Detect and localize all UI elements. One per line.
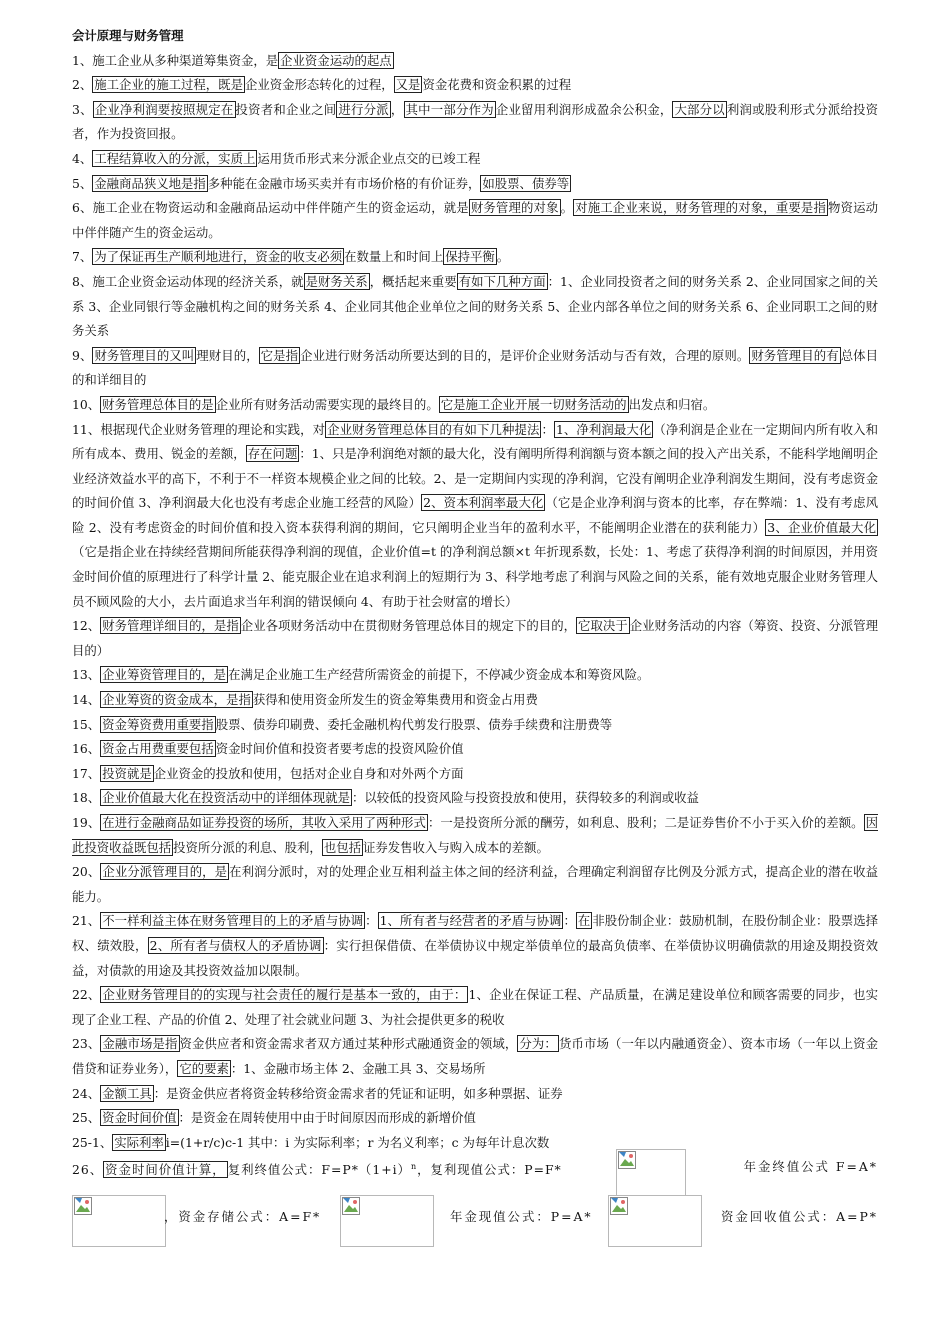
p26-compound-pv: ，复利现值公式：P=F* (417, 1162, 562, 1178)
formula-image-2 (72, 1195, 166, 1247)
text-run: 企业留用利润形成盈余公积金， (495, 101, 673, 117)
boxed-term: 企业筹资的资金成本，是指 (102, 692, 251, 708)
boxed-term: 1、净利润最大化 (555, 421, 652, 437)
text-run: （它是指企业在持续经营期间所能获得净利润的现值，企业价值=t 的净利润总额×t 年折现系数，长处：1、考虑了获得净利润的时间原因，并用资金时间价值的原理进行了科学计量 2、能克服企业在追求利润上的短期行为 3、科学地考虑了利润与风险之间的关系，能有效地克服企业财务管理人员不顾风险的大小，去片面追求当年利润的错误倾向 4、有助于社会财富的增长） (72, 544, 878, 609)
boxed-term: 财务管理总体目的是 (102, 396, 214, 412)
text-run: 19、 (72, 815, 101, 830)
document-page (72, 24, 878, 1247)
paragraph (72, 663, 878, 688)
boxed-term: 资金筹资费用重要指 (102, 716, 214, 732)
boxed-term: 3、企业价值最大化 (767, 519, 877, 535)
text-run: （它是企业净利润与资本的比率，存在弊端：1、没有考虑风险 2、没有考虑资金的时间价值和投入资本获得利润的期间，它只阐明企业当年的盈利水平，不能阐明企业潜在的获利能力） (72, 495, 878, 535)
boxed-term: 大部分以 (674, 101, 725, 117)
text-run: 1、企业在保证工程、产品质量，在满足建设单位和顾客需要的同步，也实现了企业工程、产品的价值 2、处理了社会就业问题 3、为社会提供更多的税收 (72, 987, 878, 1027)
formula-image-4 (608, 1195, 702, 1247)
formula-image-3 (340, 1195, 434, 1247)
text-run: （净利润是企业在一定期间内所有收入和所有成本、费用、锐金的差额， (72, 421, 879, 462)
text-run: i=(1+r/c)c-1 其中：i 为实际利率；r 为名义利率；c 为每年计息次数 (165, 1134, 550, 1150)
text-run: ：1、企业同投资者之间的财务关系 2、企业同国家之间的关系 3、企业同银行等金融机构之间的财务关系 4、企业同其他企业单位之间的财务关系 5、企业内部各单位之间的财务关系 6、企业同职工之间的财务关系 (72, 273, 878, 339)
text-run: ，概括起来重要 (369, 273, 457, 289)
text-run: 2、 (72, 77, 93, 93)
paragraph (72, 270, 878, 344)
boxed-term: 不一样利益主体在财务管理目的上的矛盾与协调 (102, 913, 364, 929)
boxed-term: 资金占用费重要包括 (102, 741, 214, 757)
boxed-term: 财务管理目的有 (751, 347, 839, 363)
paragraph (72, 344, 878, 393)
boxed-term: 财务管理目的又叫 (94, 347, 195, 363)
paragraph (72, 909, 878, 983)
boxed-term: 它是施工企业开展一切财务活动的 (440, 396, 627, 412)
boxed-term: 又是 (395, 77, 421, 93)
text-run: 在满足企业施工生产经营所需资金的前提下，不停减少资金成本和筹资风险。 (228, 667, 650, 683)
text-run: ：是资金在周转使用中由于时间原因而形成的新增价值 (178, 1110, 476, 1126)
text-run: 投资者和企业之间 (235, 101, 337, 117)
text-run: 在数量上和时间上 (344, 249, 444, 265)
text-run: 企业进行财务活动所要达到的目的，是评价企业财务活动与否有效，合理的原则。 (300, 347, 750, 363)
boxed-term: 金融市场是指 (102, 1036, 178, 1052)
text-run: 。 (496, 249, 510, 265)
boxed-term: 它的要素 (179, 1060, 229, 1076)
text-run: 企业资金形态转化的过程， (244, 77, 394, 93)
boxed-term: 企业分派管理目的，是 (102, 864, 228, 880)
boxed-term: 企业财务管理目的的实现与社会责任的履行是基本一致的，由于： (102, 987, 467, 1003)
text-run: 投资所分派的利息、股利， (173, 839, 322, 855)
text-run: 1、施工企业从多种渠道筹集资金，是 (72, 52, 279, 68)
boxed-term: 2、资本利润率最大化 (423, 495, 544, 511)
paragraph (72, 49, 878, 74)
text-run: 企业资金的投放和使用，包括对企业自身和对外两个方面 (153, 765, 464, 781)
text-run: 在利润分派时，对的处理企业互相利益主体之间的经济利益，合理确定利润留存比例及分派方式，提高企业的潜在收益能力。 (72, 864, 878, 904)
text-run: ：1、金融市场主体 2、金融工具 3、交易场所 (230, 1060, 486, 1076)
text-run: 25、 (72, 1110, 101, 1126)
text-run: 22、 (72, 987, 101, 1003)
boxed-term: 1、所有者与经营者的矛盾与协调 (379, 913, 562, 929)
text-run: 13、 (72, 667, 101, 683)
text-run: 企业所有财务活动需要实现的最终目的。 (215, 396, 439, 412)
text-run: ： (563, 913, 576, 929)
broken-image-icon (342, 1197, 360, 1215)
text-run: 资金花费和资金积累的过程 (422, 77, 572, 93)
text-run: 企业各项财务活动中在贯彻财务管理总体目的规定下的目的， (240, 618, 577, 634)
text-run: 企业财务活动的内容（筹资、投资、分派管理目的） (72, 618, 879, 658)
text-run: 16、 (72, 741, 101, 757)
paragraph (72, 418, 878, 615)
boxed-term: 财务管理详细目的，是指 (102, 618, 239, 634)
text-run: 证券发售收入与购入成本的差额。 (362, 839, 549, 855)
boxed-term: 企业价值最大化在投资活动中的详细体现就是 (102, 790, 350, 806)
text-run: 12、 (72, 618, 101, 634)
paragraph (72, 196, 878, 245)
p26-annuity-fv: 年金终值公式 F=A* (743, 1159, 878, 1175)
text-run: ：1、只是净利润绝对额的最大化，没有阐明所得利润额与资本额之间的投入产出关系，不能科学地阐明企业经济效益水平的高下，不利于不一样资本规模企业之间的比较。2、是一定期间内实现的净利润，它没有阐明企业净利润发生期间，没有考虑资金的时间价值 3、净利润最大化也没有考虑企业施工经营的风险） (72, 446, 879, 511)
text-run: 物资运动中伴伴随产生的资金运动。 (72, 200, 879, 240)
paragraph (72, 860, 878, 909)
p26-boxed-label: 资金时间价值计算， (105, 1162, 226, 1178)
text-run: 5、 (72, 175, 93, 191)
boxed-term: 企业财务管理总体目的有如下几种提法 (327, 421, 540, 437)
boxed-term: 因此投资收益既包括 (72, 815, 879, 855)
boxed-term: 对施工企业来说，财务管理的对象，重要是指 (575, 200, 826, 216)
paragraph (72, 98, 878, 147)
text-run: 23、 (72, 1036, 101, 1052)
text-run: ：一是投资所分派的酬劳，如利息、股利；二是证券售价不小于买入价的差额。 (427, 815, 864, 830)
p26-capital-recovery: 资金回收值公式：A=P* (721, 1209, 878, 1225)
text-run: 资金时间价值和投资者要考虑的投资风险价值 (215, 741, 464, 757)
p26-compound-fv: 复利终值公式：F=P*（1+i） (227, 1162, 411, 1178)
p26-fv-superscript: n (410, 1162, 418, 1172)
document-title: 会计原理与财务管理 (72, 28, 184, 43)
boxed-term: 施工企业的施工过程，既是 (94, 77, 243, 93)
broken-image-icon (618, 1151, 636, 1169)
text-run: 利润或股利形式分派给投资者，作为投资回报。 (72, 101, 879, 142)
text-run: 货币市场（一年以内融通资金）、资本市场（一年以上资金借贷和证券业务）， (72, 1036, 878, 1076)
boxed-term: 也包括 (323, 839, 361, 855)
broken-image-icon (610, 1197, 628, 1215)
text-run: 9、 (72, 347, 93, 363)
text-run: 21、 (72, 913, 101, 929)
text-run: 获得和使用资金所发生的资金筹集费用和资金占用费 (252, 692, 538, 708)
boxed-term: 如股票、债券等 (482, 175, 570, 191)
text-run: 6、施工企业在物资运动和金融商品运动中伴伴随产生的资金运动，就是 (72, 200, 469, 216)
paragraph (72, 1032, 878, 1081)
boxed-term: 2、所有者与债权人的矛盾协调 (149, 937, 322, 953)
p26-number: 26、 (72, 1162, 104, 1178)
boxed-term: 为了保证再生产顺利地进行，资金的收支必须 (94, 249, 343, 265)
boxed-term: 是财务关系 (305, 273, 368, 289)
paragraph (72, 1106, 878, 1131)
boxed-term: 分为： (519, 1036, 557, 1052)
paragraph (72, 1131, 878, 1156)
text-run: 25-1、 (72, 1134, 113, 1150)
text-run: 20、 (72, 864, 101, 880)
text-run: 15、 (72, 716, 101, 732)
paragraph (72, 811, 878, 860)
text-run: 14、 (72, 692, 101, 708)
paragraph-list (72, 49, 878, 1156)
paragraph (72, 786, 878, 811)
boxed-term: 在 (577, 913, 591, 929)
text-run: 8、施工企业资金运动体现的经济关系，就 (72, 273, 304, 289)
paragraph (72, 245, 878, 270)
text-run: 理财目的， (196, 347, 259, 363)
boxed-term: 金融商品狭义地是指 (94, 175, 206, 191)
text-run: 出发点和归宿。 (628, 396, 716, 412)
boxed-term: 企业筹资管理目的，是 (102, 667, 227, 683)
boxed-term: 工程结算收入的分派，实质上 (94, 150, 256, 166)
boxed-term: 其中一部分作为 (405, 101, 494, 117)
text-run: 总体目的和详细目的 (72, 347, 879, 388)
boxed-term: 保持平衡 (445, 249, 495, 265)
boxed-term: 有如下几种方面 (458, 273, 546, 289)
text-run: 股票、债券印刷费、委托金融机构代剪发行股票、债券手续费和注册费等 (215, 716, 613, 732)
broken-image-icon (74, 1197, 92, 1215)
text-run: 多种能在金融市场买卖并有市场价格的有价证券， (207, 175, 481, 191)
p26-annuity-pv: 年金现值公式：P=A* (450, 1209, 593, 1225)
text-run: ：是资金供应者将资金转移给资金需求者的凭证和证明，如多种票据、证券 (153, 1085, 563, 1101)
paragraph (72, 1082, 878, 1107)
boxed-term: 在进行金融商品如证券投资的场所，其收入采用了两种形式 (102, 815, 426, 830)
boxed-term: 实际利率 (114, 1134, 164, 1150)
boxed-term: 金额工具 (102, 1085, 152, 1101)
p26-sinking-fund: ，资金存储公式：A=F* (164, 1209, 322, 1225)
text-run: 24、 (72, 1085, 101, 1101)
paragraph (72, 762, 878, 787)
text-run: ：实行担保借债、在举债协议中规定举债单位的最高负债率、在举债协议明确债款的用途及期投资效益，对债款的用途及其投资效益加以限制。 (72, 937, 879, 978)
paragraph-26 (72, 1155, 878, 1247)
text-run: 非股份制企业：鼓励机制，在股份制企业：股票选择权、绩效股， (72, 913, 879, 953)
paragraph (72, 713, 878, 738)
text-run: ， (390, 101, 404, 117)
text-run: 17、 (72, 765, 101, 781)
text-run: ： (541, 421, 554, 437)
text-run: 10、 (72, 396, 101, 412)
boxed-term: 存在问题 (247, 446, 298, 462)
text-run: 4、 (72, 150, 93, 166)
paragraph (72, 688, 878, 713)
paragraph (72, 737, 878, 762)
text-run: 运用货币形式来分派企业点交的已竣工程 (257, 150, 481, 166)
paragraph (72, 393, 878, 418)
paragraph (72, 614, 878, 663)
text-run: ：以较低的投资风险与投资投放和使用，获得较多的利润或收益 (351, 790, 699, 806)
boxed-term: 进行分派 (338, 101, 389, 117)
text-run: 18、 (72, 790, 101, 806)
text-run: 资金供应者和资金需求者双方通过某种形式融通资金的领域， (179, 1036, 518, 1052)
boxed-term: 它是指 (260, 347, 299, 363)
text-run: 7、 (72, 249, 93, 265)
paragraph (72, 983, 878, 1032)
boxed-term: 财务管理的对象 (470, 200, 559, 216)
text-run: ： (365, 913, 378, 929)
paragraph (72, 172, 878, 197)
text-run: 3、 (72, 101, 93, 117)
boxed-term: 企业资金运动的起点 (280, 52, 392, 68)
boxed-term: 资金时间价值 (102, 1110, 177, 1126)
text-run: 11、根据现代企业财务管理的理论和实践，对 (72, 421, 326, 437)
paragraph (72, 147, 878, 172)
boxed-term: 企业净利润要按照规定在 (94, 101, 234, 117)
paragraph (72, 73, 878, 98)
formula-image-1 (616, 1149, 686, 1199)
text-run: 。 (560, 200, 574, 216)
boxed-term: 它取决于 (578, 618, 628, 634)
boxed-term: 投资就是 (102, 765, 152, 781)
